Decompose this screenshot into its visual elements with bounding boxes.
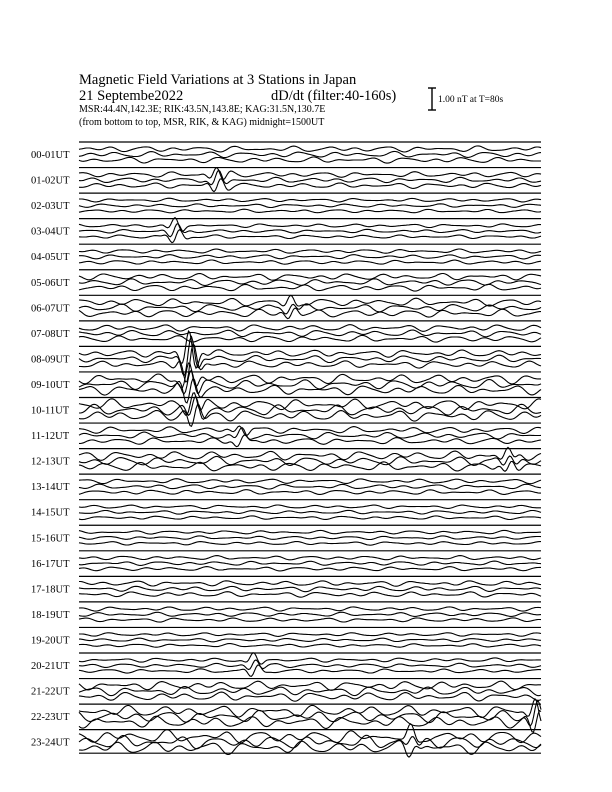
rows-layer: [31, 142, 541, 757]
trace-kag: [79, 653, 541, 664]
trace-msr: [79, 644, 541, 648]
row-21-22UT: [31, 679, 541, 702]
row-label: 11-12UT: [31, 431, 70, 443]
trace-msr: [79, 567, 541, 571]
row-label: 08-09UT: [31, 354, 70, 366]
row-12-13UT: [31, 447, 541, 471]
row-label: 14-15UT: [31, 507, 70, 519]
station-order-note: (from bottom to top, MSR, RIK, & KAG) midnight=1500UT: [79, 117, 325, 128]
row-02-03UT: [31, 193, 541, 213]
trace-rik: [79, 638, 541, 642]
row-13-14UT: [31, 474, 541, 494]
trace-rik: [79, 536, 541, 540]
trace-rik: [79, 304, 541, 314]
trace-msr: [79, 260, 541, 264]
trace-rik: [79, 279, 541, 286]
row-label: 19-20UT: [31, 635, 70, 647]
row-label: 09-10UT: [31, 379, 70, 391]
trace-rik: [79, 687, 541, 696]
row-20-21UT: [31, 653, 541, 677]
row-label: 07-08UT: [31, 328, 70, 340]
trace-kag: [79, 530, 541, 534]
chart-title: Magnetic Field Variations at 3 Stations in Japan: [79, 72, 357, 88]
trace-rik: [79, 397, 541, 420]
row-label: 06-07UT: [31, 303, 70, 315]
trace-kag: [79, 393, 541, 415]
row-label: 01-02UT: [31, 175, 70, 187]
trace-msr: [79, 741, 541, 758]
trace-msr: [79, 542, 541, 546]
row-07-08UT: [31, 321, 541, 342]
trace-kag: [79, 295, 541, 306]
trace-kag: [79, 325, 541, 332]
trace-msr: [79, 335, 541, 342]
trace-kag: [79, 363, 541, 388]
trace-kag: [79, 146, 541, 152]
trace-msr: [79, 692, 541, 701]
trace-msr: [79, 284, 541, 291]
trace-kag: [79, 274, 541, 281]
row-label: 02-03UT: [31, 201, 70, 213]
row-label: 00-01UT: [31, 150, 70, 161]
trace-kag: [79, 556, 541, 560]
row-label: 13-14UT: [31, 482, 70, 494]
row-15-16UT: [31, 525, 541, 545]
trace-msr: [79, 344, 541, 382]
trace-rik: [79, 255, 541, 259]
row-label: 04-05UT: [31, 252, 70, 264]
trace-msr: [79, 308, 541, 319]
row-label: 23-24UT: [31, 737, 70, 749]
scale-label: 1.00 nT at T=80s: [438, 95, 504, 105]
row-label: 05-06UT: [31, 277, 70, 289]
row-17-18UT: [31, 576, 541, 597]
row-label: 16-17UT: [31, 558, 70, 570]
row-16-17UT: [31, 551, 541, 571]
row-06-07UT: [31, 295, 541, 318]
trace-rik: [79, 510, 541, 514]
trace-kag: [79, 681, 541, 690]
trace-kag: [79, 168, 541, 180]
row-03-04UT: [31, 218, 541, 243]
row-label: 18-19UT: [31, 609, 70, 621]
trace-kag: [79, 249, 541, 253]
trace-msr: [79, 209, 541, 213]
trace-rik: [79, 151, 541, 157]
row-23-24UT: [31, 724, 541, 757]
trace-msr: [79, 490, 541, 495]
trace-kag: [79, 426, 541, 435]
row-10-11UT: [31, 393, 541, 426]
row-22-23UT: [31, 699, 541, 732]
trace-rik: [79, 204, 541, 208]
trace-kag: [79, 505, 541, 509]
station-coordinates: MSR:44.4N,142.3E; RIK:43.5N,143.8E; KAG:31.5N,130.7E: [79, 104, 326, 115]
trace-kag: [79, 633, 541, 637]
trace-rik: [79, 586, 541, 591]
trace-msr: [79, 157, 541, 163]
row-label: 10-11UT: [31, 405, 70, 417]
chart-quantity: dD/dt (filter:40-160s): [271, 88, 397, 104]
trace-msr: [79, 435, 541, 447]
trace-kag: [79, 607, 541, 611]
trace-msr: [79, 592, 541, 598]
row-label: 22-23UT: [31, 712, 70, 724]
trace-rik: [79, 170, 541, 185]
trace-msr: [79, 516, 541, 520]
row-19-20UT: [31, 627, 541, 647]
trace-rik: [79, 612, 541, 616]
row-05-06UT: [31, 270, 541, 291]
row-label: 20-21UT: [31, 661, 70, 672]
trace-rik: [79, 561, 541, 565]
row-18-19UT: [31, 602, 541, 622]
row-14-15UT: [31, 500, 541, 520]
trace-kag: [79, 581, 541, 586]
row-label: 12-13UT: [31, 456, 70, 468]
row-11-12UT: [31, 423, 541, 447]
row-label: 21-22UT: [31, 686, 70, 698]
row-label: 17-18UT: [31, 584, 70, 596]
row-01-02UT: [31, 168, 541, 192]
chart-date: 21 Septembe2022: [79, 88, 184, 104]
row-label: 15-16UT: [31, 533, 70, 545]
trace-kag: [79, 724, 541, 743]
row-00-01UT: [31, 142, 541, 163]
row-label: 03-04UT: [31, 226, 70, 238]
trace-kag: [79, 479, 541, 484]
scale-bar: [428, 88, 436, 110]
trace-kag: [79, 218, 541, 232]
trace-rik: [79, 484, 541, 489]
row-04-05UT: [31, 244, 541, 264]
trace-msr: [79, 618, 541, 622]
trace-kag: [79, 198, 541, 202]
trace-rik: [79, 330, 541, 337]
